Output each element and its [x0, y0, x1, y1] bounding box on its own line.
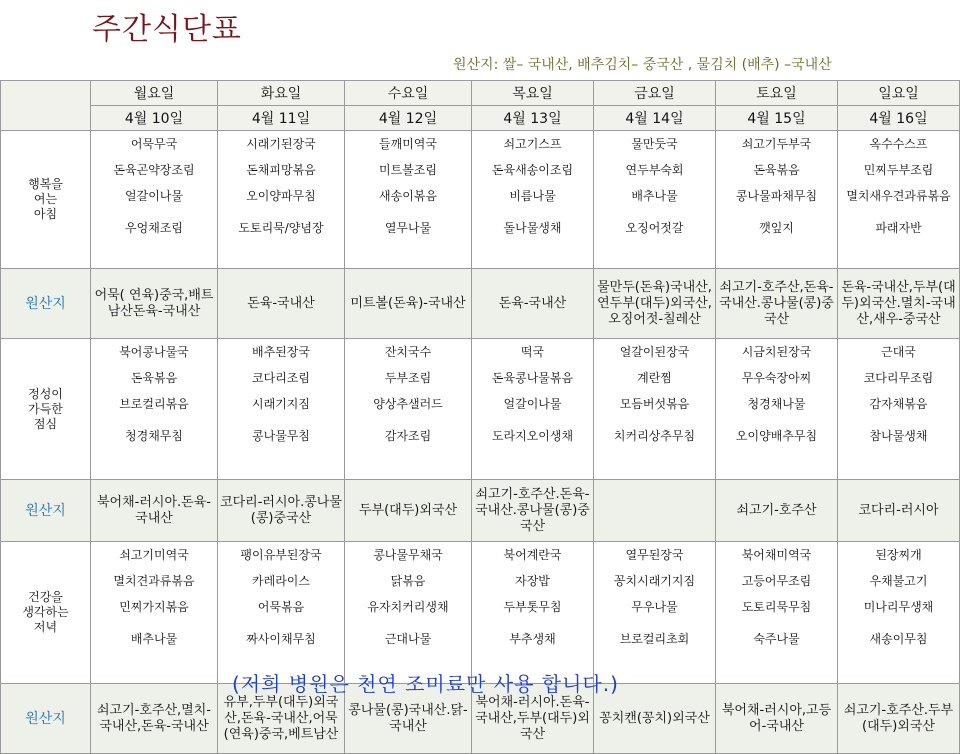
dish-item: 우채불고기 — [869, 574, 928, 588]
origin-text: 쇠고기-호주산,돈육-국내산.콩나물(콩)중국산 — [719, 279, 834, 327]
lunch-origin-row — [1, 480, 960, 542]
dish-item: 오이양파무침 — [246, 189, 316, 203]
dish-item: 북어채미역국 — [741, 548, 812, 562]
dish-item: 치커리상추무침 — [613, 429, 696, 443]
breakfast-label: 행복을 여는 아침 — [1, 131, 91, 269]
menu-cell — [472, 542, 594, 684]
dish-item: 돈육새송이조림 — [491, 163, 574, 177]
dish-item: 청경채나물 — [747, 397, 806, 411]
dish-item: 부추생채 — [509, 632, 556, 646]
day-header-row — [1, 81, 960, 106]
dish-item: 멸치새우견과류볶음 — [846, 189, 951, 203]
menu-cell — [345, 339, 472, 480]
weekly-menu-table — [0, 80, 960, 754]
day-header: 일요일 — [838, 81, 960, 106]
menu-cell — [594, 131, 716, 269]
dish-item: 도토리묵무침 — [741, 600, 812, 614]
dish-item: 북어계란국 — [503, 548, 562, 562]
origin-label: 원산지 — [1, 480, 91, 542]
day-header: 월요일 — [91, 81, 218, 106]
dish-item: 미나리무생채 — [863, 600, 934, 614]
dish-item: 브로컬리볶음 — [119, 397, 189, 411]
menu-cell — [716, 131, 838, 269]
day-header: 금요일 — [594, 81, 716, 106]
origin-cell — [91, 269, 218, 339]
origin-text: 쇠고기-호주산.두부(대두)외국산 — [843, 702, 954, 734]
dinner-label: 건강을 생각하는 저녁 — [1, 542, 91, 684]
dish-item: 우엉채조림 — [125, 221, 183, 235]
menu-cell — [716, 339, 838, 480]
dish-item: 시래기지짐 — [252, 397, 310, 411]
origin-cell — [472, 480, 594, 542]
dish-item: 새송이볶음 — [379, 189, 437, 203]
origin-cell — [345, 480, 472, 542]
menu-cell — [345, 542, 472, 684]
origin-cell — [218, 480, 345, 542]
dish-item: 배추된장국 — [252, 345, 310, 359]
dish-item: 무우숙장아찌 — [741, 371, 812, 385]
dish-item: 민찌가지볶음 — [119, 600, 189, 614]
dish-item: 들깨미역국 — [379, 137, 437, 151]
menu-cell — [91, 542, 218, 684]
dinner-menu-row — [1, 542, 960, 684]
dish-item: 자장밥 — [515, 574, 550, 588]
dish-item: 물만둣국 — [631, 137, 678, 151]
origin-text: 돈육-국내산,두부(대두)외국산.멸치-국내산,새우-중국산 — [841, 279, 956, 327]
dish-item: 어묵볶음 — [257, 600, 305, 614]
origin-text: 돈육-국내산 — [247, 295, 315, 311]
dish-item: 배추나물 — [130, 632, 178, 646]
dish-item: 비름나물 — [509, 189, 556, 203]
origin-cell — [838, 480, 960, 542]
dish-item: 파래자반 — [875, 221, 922, 235]
menu-cell — [838, 131, 960, 269]
page-title: 주간식단표 — [92, 12, 242, 47]
date-header: 4월 16일 — [838, 106, 960, 131]
dish-item: 유자치커리생채 — [367, 600, 449, 614]
dish-item: 열무나물 — [384, 221, 432, 235]
dish-item: 도토리묵/양념장 — [238, 221, 324, 235]
corner-cell — [1, 81, 91, 131]
dish-item: 연두부숙회 — [625, 163, 684, 177]
origin-text: 미트볼(돈육)-국내산 — [350, 295, 466, 311]
breakfast-origin-row — [1, 269, 960, 339]
date-header: 4월 14일 — [594, 106, 716, 131]
origin-cell — [91, 684, 218, 754]
date-header: 4월 10일 — [91, 106, 218, 131]
lunch-label: 정성이 가득한 점심 — [1, 339, 91, 480]
origin-cell — [472, 269, 594, 339]
date-header: 4월 13일 — [472, 106, 594, 131]
dish-item: 돈육곤약장조림 — [113, 163, 195, 177]
dish-item: 어묵무국 — [130, 137, 178, 151]
origin-text: 돈육-국내산 — [498, 295, 567, 311]
dish-item: 북어콩나물국 — [119, 345, 189, 359]
dish-item: 고등어무조림 — [741, 574, 812, 588]
dish-item: 돌나물생채 — [503, 221, 562, 235]
rice-kimchi-origin-note: 원산지: 쌀– 국내산, 배추김치– 중국산 , 물김치 (배추) –국내산 — [453, 57, 832, 73]
origin-cell — [716, 480, 838, 542]
origin-cell — [218, 269, 345, 339]
origin-text: 코다리-러시아 — [858, 502, 939, 518]
menu-cell — [218, 339, 345, 480]
menu-cell — [218, 131, 345, 269]
dish-item: 미트볼조림 — [379, 163, 437, 177]
menu-cell — [472, 339, 594, 480]
dish-item: 오이양배추무침 — [735, 429, 818, 443]
origin-cell — [594, 269, 716, 339]
natural-seasoning-notice: (저희 병원은 천연 조미료만 사용 합니다.) — [232, 672, 619, 696]
origin-cell — [838, 269, 960, 339]
dish-item: 시래기된장국 — [246, 137, 316, 151]
dish-item: 오징어젓갈 — [625, 221, 684, 235]
dish-item: 근대국 — [881, 345, 916, 359]
dish-item: 모듬버섯볶음 — [619, 397, 690, 411]
origin-text: 꽁치캔(꽁치)외국산 — [599, 710, 710, 726]
dish-item: 양상추샐러드 — [373, 397, 443, 411]
menu-cell — [345, 131, 472, 269]
menu-cell — [218, 542, 345, 684]
dish-item: 잔치국수 — [384, 345, 432, 359]
dish-item: 된장찌개 — [875, 548, 922, 562]
origin-cell — [716, 684, 838, 754]
dish-item: 민찌두부조림 — [863, 163, 934, 177]
origin-text: 북어채-러시아.돈육-국내산 — [97, 494, 211, 526]
dish-item: 감자조림 — [384, 429, 432, 443]
dish-item: 도라지오이생채 — [491, 429, 574, 443]
menu-cell — [91, 339, 218, 480]
dish-item: 시금치된장국 — [741, 345, 812, 359]
date-header: 4월 12일 — [345, 106, 472, 131]
origin-cell — [345, 269, 472, 339]
dish-item: 깻잎지 — [759, 221, 794, 235]
origin-cell — [91, 480, 218, 542]
dish-item: 감자채볶음 — [869, 397, 928, 411]
dish-item: 두부톳무침 — [503, 600, 562, 614]
menu-cell — [91, 131, 218, 269]
lunch-menu-row — [1, 339, 960, 480]
origin-text: 코다리-러시아.콩나물(콩)중국산 — [220, 494, 342, 526]
date-header: 4월 11일 — [218, 106, 345, 131]
dish-item: 짜사이채무침 — [246, 632, 316, 646]
menu-cell — [594, 339, 716, 480]
day-header: 수요일 — [345, 81, 472, 106]
dish-item: 쇠고기두부국 — [741, 137, 812, 151]
dish-item: 브로컬리초회 — [619, 632, 690, 646]
dish-item: 열무된장국 — [625, 548, 684, 562]
origin-text: 쇠고기-호주산.돈육-국내산.콩나물(콩)중국산 — [475, 486, 590, 534]
menu-cell — [594, 542, 716, 684]
dish-item: 팽이유부된장국 — [240, 548, 322, 562]
origin-text: 유부,두부(대두)외국산,돈육-국내산,어묵(연육)중국,베트남산 — [223, 694, 339, 742]
dish-item: 참나물생채 — [869, 429, 928, 443]
origin-text: 두부(대두)외국산 — [358, 502, 458, 518]
dish-item: 콩나물무침 — [252, 429, 310, 443]
dish-item: 돈육콩나물볶음 — [491, 371, 574, 385]
dish-item: 쇠고기미역국 — [119, 548, 189, 562]
dish-item: 쇠고기스프 — [503, 137, 562, 151]
dish-item: 얼갈이나물 — [125, 189, 183, 203]
day-header: 토요일 — [716, 81, 838, 106]
origin-text: 쇠고기-호주산,멸치-국내산,돈육-국내산 — [97, 702, 211, 734]
origin-text: 쇠고기-호주산 — [736, 502, 817, 518]
dish-item: 콩나물무채국 — [373, 548, 443, 562]
dish-item: 돈채피망볶음 — [246, 163, 316, 177]
origin-cell — [838, 684, 960, 754]
dish-item: 얼갈이된장국 — [619, 345, 690, 359]
breakfast-menu-row — [1, 131, 960, 269]
menu-cell — [716, 542, 838, 684]
dish-item: 얼갈이나물 — [503, 397, 562, 411]
date-header-row — [1, 106, 960, 131]
dish-item: 콩나물파채무침 — [735, 189, 818, 203]
dish-item: 두부조림 — [384, 371, 432, 385]
dish-item: 닭볶음 — [390, 574, 426, 588]
dish-item: 숙주나물 — [753, 632, 800, 646]
dish-item: 코다리조림 — [252, 371, 310, 385]
menu-cell — [838, 542, 960, 684]
dish-item: 코다리무조림 — [863, 371, 934, 385]
dish-item: 무우나물 — [631, 600, 678, 614]
dish-item: 새송이무침 — [869, 632, 928, 646]
menu-cell — [838, 339, 960, 480]
date-header: 4월 15일 — [716, 106, 838, 131]
dish-item: 근대나물 — [384, 632, 432, 646]
dish-item: 돈육볶음 — [753, 163, 800, 177]
dish-item: 꽁치시래기지짐 — [613, 574, 696, 588]
origin-text: 물만두(돈육)국내산,연두부(대두)외국산,오징어젓-칠레산 — [597, 279, 712, 327]
origin-label: 원산지 — [1, 684, 91, 754]
dish-item: 옥수수스프 — [869, 137, 928, 151]
origin-label: 원산지 — [1, 269, 91, 339]
origin-text: 북어채-러시아.돈육-국내산,두부(대두)외국산 — [475, 694, 590, 742]
dish-item: 계란찜 — [637, 371, 672, 385]
day-header: 화요일 — [218, 81, 345, 106]
dish-item: 떡국 — [520, 345, 545, 359]
origin-text: 북어채-러시아,고등어-국내산 — [721, 702, 832, 734]
origin-cell — [716, 269, 838, 339]
menu-cell — [472, 131, 594, 269]
origin-text: 콩나물(콩)국내산.닭-국내산 — [348, 702, 468, 734]
dish-item: 멸치견과류볶음 — [113, 574, 195, 588]
dish-item: 카레라이스 — [252, 574, 310, 588]
dish-item: 돈육볶음 — [130, 371, 178, 385]
dish-item: 청경채무침 — [125, 429, 183, 443]
origin-text: 어묵( 연육)중국,배트남산돈육-국내산 — [94, 287, 214, 319]
day-header: 목요일 — [472, 81, 594, 106]
origin-cell — [594, 480, 716, 542]
dish-item: 배추나물 — [631, 189, 678, 203]
